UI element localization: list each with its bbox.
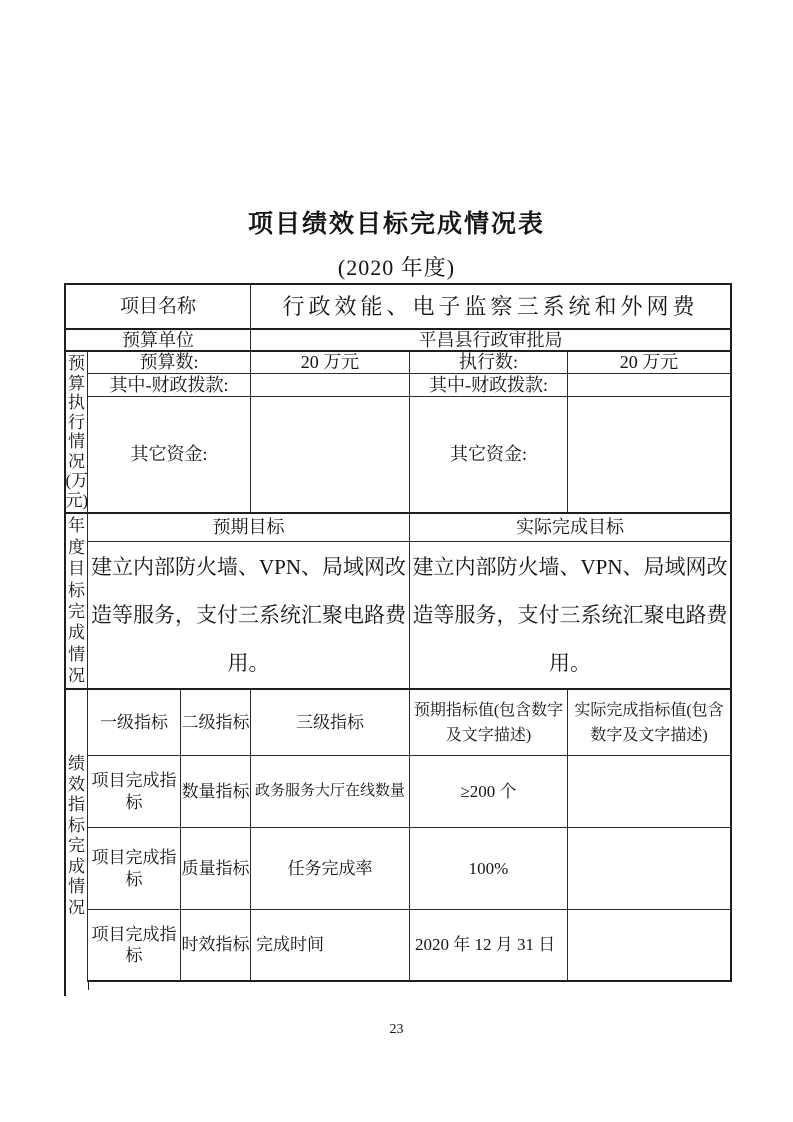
expected-goal-text: 建立内部防火墙、VPN、局域网改造等服务，支付三系统汇聚电路费用。 [88, 542, 410, 690]
row-quality-level2: 质量指标 [181, 828, 251, 910]
fiscal-allocation-label-left: 其中-财政拨款: [88, 374, 251, 397]
other-funds-value-left [251, 397, 410, 514]
row-quantity-expected: ≥200 个 [410, 756, 568, 828]
budget-unit-label: 预算单位 [66, 330, 251, 352]
row-quantity-actual [568, 756, 730, 828]
table-left-border-extension [64, 980, 66, 996]
actual-goal-text: 建立内部防火墙、VPN、局域网改造等服务，支付三系统汇聚电路费用。 [410, 542, 730, 690]
header-level2-indicator: 二级指标 [181, 690, 251, 756]
side-column-border-extension [88, 980, 89, 990]
row-time-actual [568, 910, 730, 982]
header-level3-indicator: 三级指标 [251, 690, 410, 756]
row-quality-actual [568, 828, 730, 910]
performance-side-label: 绩效指标完成情况 [66, 690, 88, 982]
budget-number-value: 20 万元 [251, 352, 410, 374]
budget-section-side-label: 预算执行情况(万元) [66, 352, 88, 514]
row-quantity-level2: 数量指标 [181, 756, 251, 828]
row-time-level3: 完成时间 [251, 910, 410, 982]
performance-table [64, 283, 732, 982]
row-quantity-level3: 政务服务大厅在线数量 [251, 756, 410, 828]
page-number: 23 [389, 1022, 404, 1037]
other-funds-value-right [568, 397, 730, 514]
header-expected-value: 预期指标值(包含数字及文字描述) [410, 690, 568, 756]
annual-goal-side-label: 年度目标完成情况 [66, 514, 88, 690]
row-quantity-level1: 项目完成指标 [88, 756, 181, 828]
project-name-label: 项目名称 [66, 285, 251, 330]
fiscal-allocation-label-right: 其中-财政拨款: [410, 374, 568, 397]
row-quality-level1: 项目完成指标 [88, 828, 181, 910]
executed-number-value: 20 万元 [568, 352, 730, 374]
header-level1-indicator: 一级指标 [88, 690, 181, 756]
other-funds-label-left: 其它资金: [88, 397, 251, 514]
row-quality-level3: 任务完成率 [251, 828, 410, 910]
header-actual-value: 实际完成指标值(包含数字及文字描述) [568, 690, 730, 756]
row-quality-expected: 100% [410, 828, 568, 910]
fiscal-allocation-value-left [251, 374, 410, 397]
row-time-expected: 2020 年 12 月 31 日 [410, 910, 568, 982]
page-subtitle: (2020 年度) [337, 255, 456, 280]
budget-unit-value: 平昌县行政审批局 [251, 330, 730, 352]
row-time-level1: 项目完成指标 [88, 910, 181, 982]
actual-goal-header: 实际完成目标 [410, 514, 730, 542]
row-time-level2: 时效指标 [181, 910, 251, 982]
fiscal-allocation-value-right [568, 374, 730, 397]
expected-goal-header: 预期目标 [88, 514, 410, 542]
budget-number-label: 预算数: [88, 352, 251, 374]
page-title: 项目绩效目标完成情况表 [247, 210, 545, 238]
project-name-value: 行政效能、电子监察三系统和外网费 [251, 285, 730, 330]
executed-number-label: 执行数: [410, 352, 568, 374]
other-funds-label-right: 其它资金: [410, 397, 568, 514]
